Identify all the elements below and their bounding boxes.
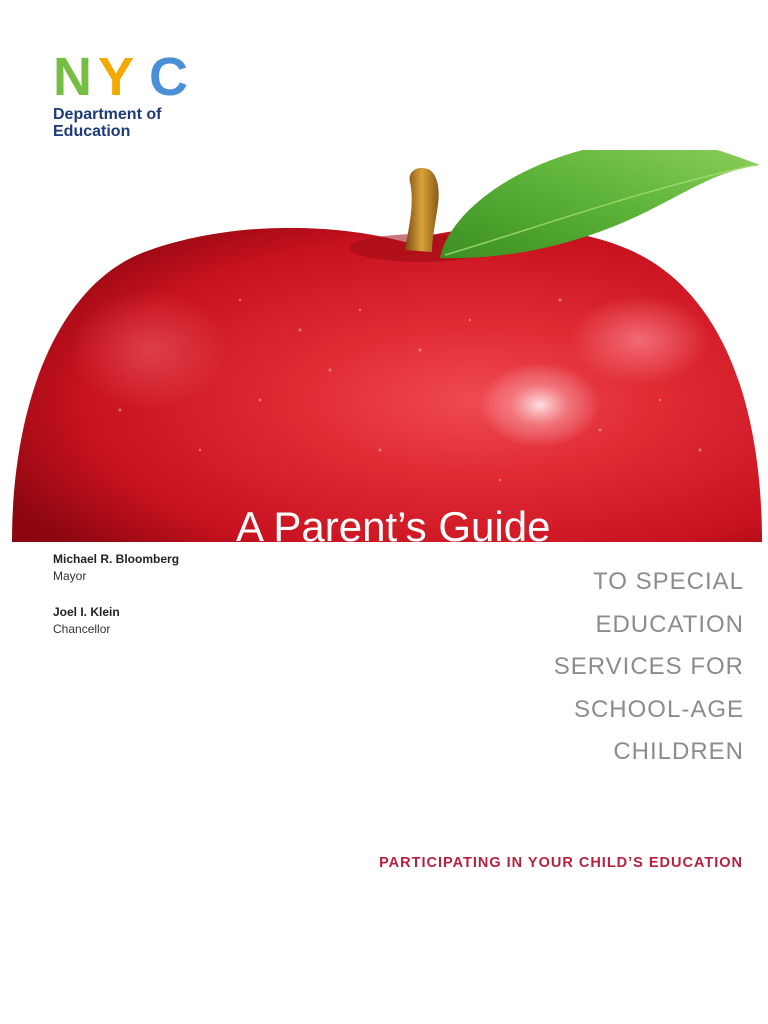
tagline: PARTICIPATING IN YOUR CHILD’S EDUCATION [379,855,743,871]
department-name [53,106,161,140]
nyc-logo-letters [53,47,203,107]
logo-letter-n: N [53,47,90,107]
apple-image [0,150,768,542]
subtitle [554,561,744,774]
logo-letter-c: C [149,47,186,107]
official-1 [53,551,179,585]
subtitle-line: SERVICES FOR [553,653,744,680]
official-name: Michael R. Bloomberg [53,552,180,566]
subtitle-line: SCHOOL-AGE [573,695,744,723]
official-2 [53,604,120,638]
official-name: Joel I. Klein [53,605,120,619]
official-role: Chancellor [53,622,111,636]
nyc-logo [53,47,203,107]
subtitle-line: EDUCATION [595,610,744,638]
logo-letter-y: Y [98,47,133,107]
subtitle-line: CHILDREN [613,738,744,765]
subtitle-line: TO SPECIAL [593,568,744,595]
apple-illustration [0,150,768,542]
department-line-2: Education [53,123,131,140]
official-role: Mayor [53,569,87,583]
department-line-1: Department of [53,106,162,123]
page-title: A Parent’s Guide [236,503,551,550]
